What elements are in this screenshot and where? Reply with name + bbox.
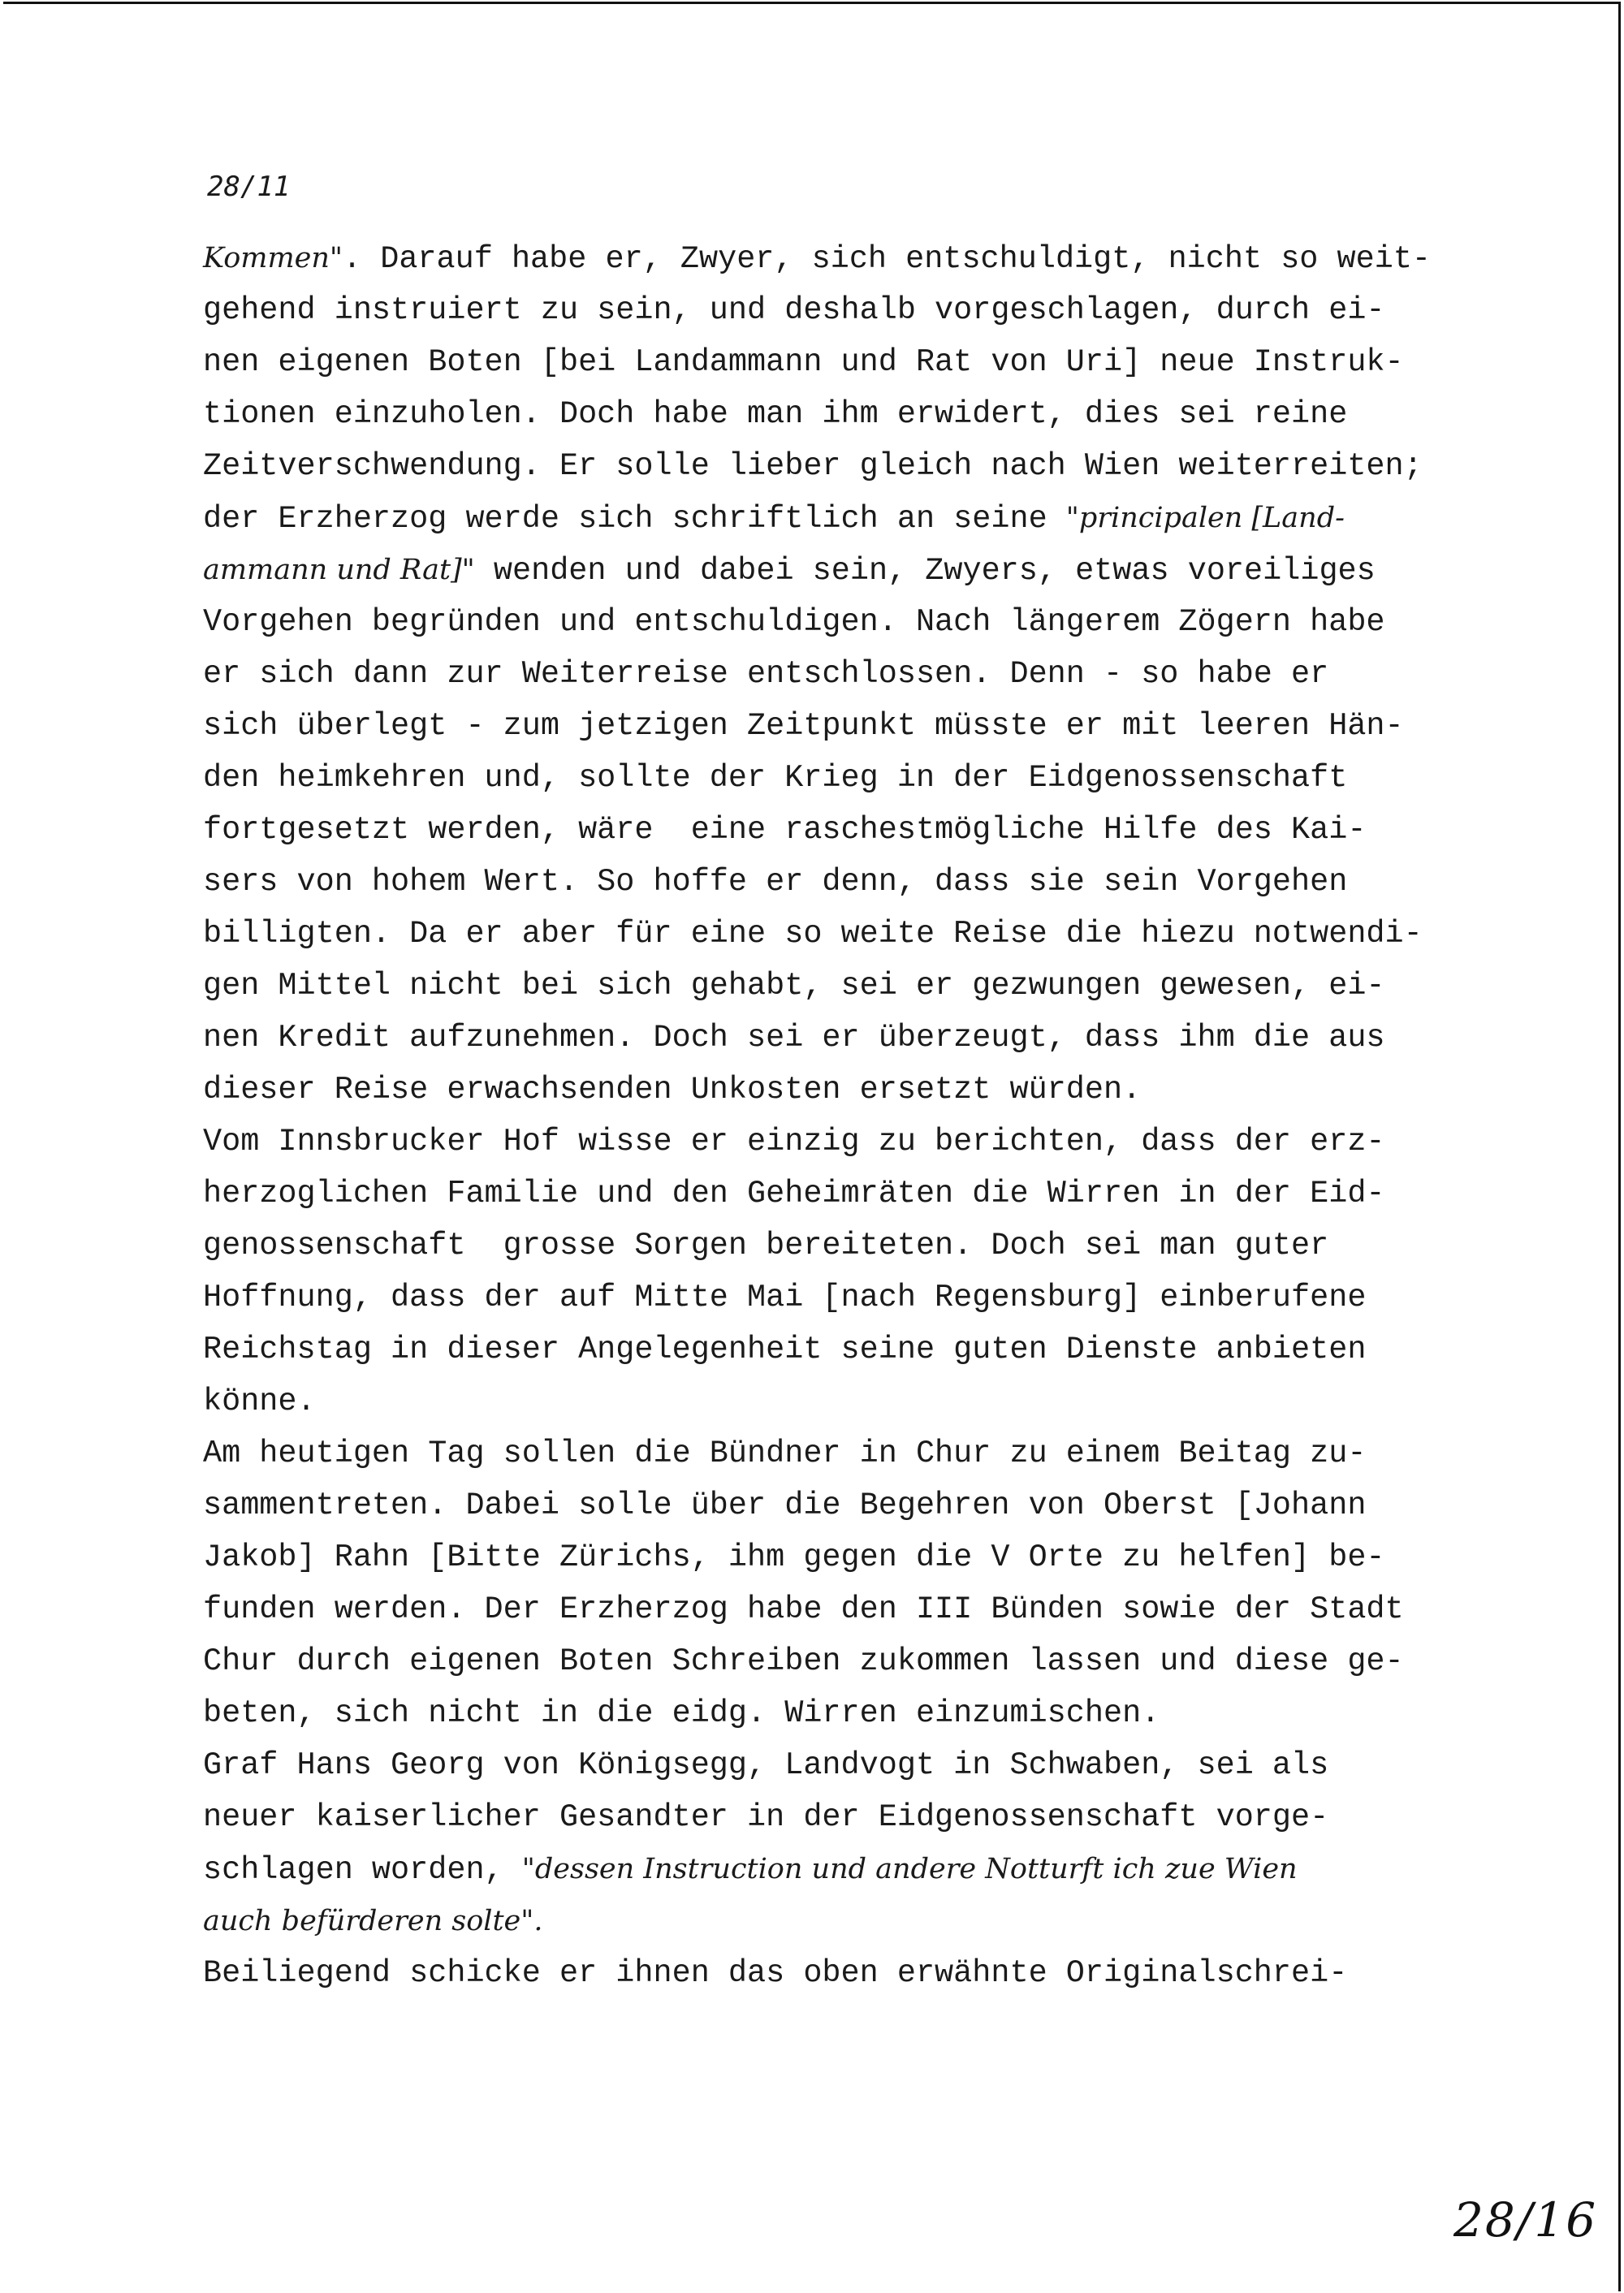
text-line [203, 1168, 1551, 1220]
text-segment: wenden und dabei sein, Zwyers, etwas voreiliges [474, 553, 1376, 589]
text-segment: sammentreten. Dabei solle über die Begehren von Oberst [Johann [203, 1488, 1367, 1523]
text-segment: billigten. Da er aber für eine so weite Reise die hiezu notwendi- [203, 916, 1423, 952]
text-segment: schlagen worden, [203, 1852, 522, 1888]
italic-quote: Kommen" [203, 242, 343, 274]
text-line [203, 388, 1551, 440]
italic-quote: ammann und Rat]" [203, 554, 475, 586]
text-line [203, 1583, 1551, 1635]
text-segment: gen Mittel nicht bei sich gehabt, sei er gezwungen gewesen, ei- [203, 968, 1385, 1004]
scan-border-right [1618, 2, 1621, 2291]
text-line [203, 1012, 1551, 1064]
italic-quote: "dessen Instruction und andere Notturft ich zue Wien [521, 1853, 1298, 1885]
text-line [203, 960, 1551, 1012]
text-segment: tionen einzuholen. Doch habe man ihm erwidert, dies sei reine [203, 396, 1348, 432]
text-line [203, 440, 1551, 492]
text-line [203, 492, 1551, 544]
text-line [203, 1479, 1551, 1531]
text-line [203, 752, 1551, 804]
text-line [203, 1947, 1551, 1999]
text-segment: neuer kaiserlicher Gesandter in der Eidgenossenschaft vorge- [203, 1799, 1329, 1835]
text-segment: beten, sich nicht in die eidg. Wirren einzumischen. [203, 1695, 1160, 1731]
text-segment: den heimkehren und, sollte der Krieg in der Eidgenossenschaft [203, 760, 1348, 796]
text-line [203, 1375, 1551, 1427]
text-line [203, 700, 1551, 752]
text-segment: er sich dann zur Weiterreise entschlossen. Denn - so habe er [203, 656, 1329, 692]
text-line [203, 232, 1551, 284]
italic-quote: auch befürderen solte". [203, 1905, 543, 1937]
text-line [203, 1531, 1551, 1583]
text-segment: Vom Innsbrucker Hof wisse er einzig zu berichten, dass der erz- [203, 1124, 1385, 1159]
italic-quote: "principalen [Land- [1065, 502, 1345, 534]
text-segment: genossenschaft grosse Sorgen bereiteten. Doch sei man guter [203, 1228, 1329, 1263]
text-line [203, 1427, 1551, 1479]
text-segment: Beiliegend schicke er ihnen das oben erwähnte Originalschrei- [203, 1955, 1348, 1991]
text-line [203, 1220, 1551, 1272]
text-line [203, 336, 1551, 388]
text-line [203, 804, 1551, 856]
text-line [203, 596, 1551, 648]
text-line [203, 1116, 1551, 1168]
text-segment: Reichstag in dieser Angelegenheit seine guten Dienste anbieten [203, 1332, 1367, 1367]
text-line [203, 284, 1551, 336]
text-line [203, 1687, 1551, 1739]
scan-border-top [3, 2, 1621, 4]
text-segment: . Darauf habe er, Zwyer, sich entschuldigt, nicht so weit- [343, 241, 1432, 277]
text-line [203, 1635, 1551, 1687]
text-line [203, 1064, 1551, 1116]
text-segment: sers von hohem Wert. So hoffe er denn, dass sie sein Vorgehen [203, 864, 1348, 900]
text-segment: herzoglichen Familie und den Geheimräten die Wirren in der Eid- [203, 1176, 1385, 1211]
text-segment: funden werden. Der Erzherzog habe den III Bünden sowie der Stadt [203, 1591, 1404, 1627]
text-segment: Hoffnung, dass der auf Mitte Mai [nach Regensburg] einberufene [203, 1280, 1367, 1315]
text-segment: der Erzherzog werde sich schriftlich an seine [203, 501, 1066, 537]
text-line [203, 1324, 1551, 1375]
text-segment: Am heutigen Tag sollen die Bündner in Chur zu einem Beitag zu- [203, 1436, 1367, 1471]
text-line [203, 1272, 1551, 1324]
text-segment: Jakob] Rahn [Bitte Zürichs, ihm gegen die V Orte zu helfen] be- [203, 1539, 1385, 1575]
text-segment: sich überlegt - zum jetzigen Zeitpunkt müsste er mit leeren Hän- [203, 708, 1404, 744]
text-segment: gehend instruiert zu sein, und deshalb vorgeschlagen, durch ei- [203, 292, 1385, 328]
text-line [203, 1739, 1551, 1791]
text-line [203, 544, 1551, 596]
text-segment: fortgesetzt werden, wäre eine raschestmögliche Hilfe des Kai- [203, 812, 1367, 848]
text-line [203, 856, 1551, 908]
text-segment: könne. [203, 1384, 316, 1419]
handwritten-page-number: 28/16 [1453, 2192, 1598, 2248]
text-line [203, 648, 1551, 700]
text-line [203, 1895, 1551, 1947]
text-segment: nen Kredit aufzunehmen. Doch sei er überzeugt, dass ihm die aus [203, 1020, 1385, 1056]
text-segment: Chur durch eigenen Boten Schreiben zukommen lassen und diese ge- [203, 1643, 1404, 1679]
text-segment: Zeitverschwendung. Er solle lieber gleich nach Wien weiterreiten; [203, 448, 1423, 484]
text-segment: Vorgehen begründen und entschuldigen. Nach längerem Zögern habe [203, 604, 1385, 640]
text-line [203, 1843, 1551, 1895]
text-line [203, 1791, 1551, 1843]
page-number: 28/11 [207, 171, 291, 203]
text-segment: Graf Hans Georg von Königsegg, Landvogt in Schwaben, sei als [203, 1747, 1329, 1783]
text-line [203, 908, 1551, 960]
text-segment: nen eigenen Boten [bei Landammann und Rat von Uri] neue Instruk- [203, 344, 1404, 380]
text-segment: dieser Reise erwachsenden Unkosten ersetzt würden. [203, 1072, 1142, 1108]
body-text [203, 232, 1551, 1999]
